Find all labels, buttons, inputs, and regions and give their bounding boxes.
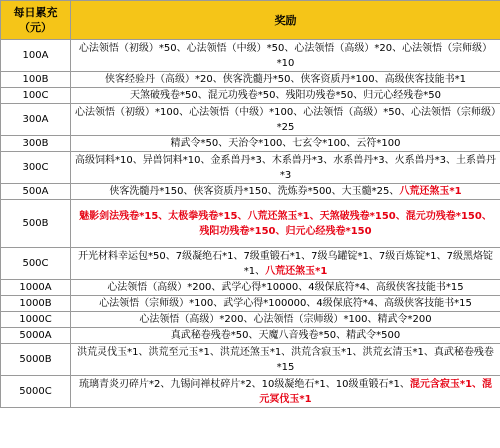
header-reward-label: 奖励 <box>71 1 500 40</box>
reward-text: 精武令*50、天治令*100、七玄令*100、云符*100 <box>170 138 401 149</box>
tier-cell: 5000C <box>1 376 71 408</box>
reward-text: 心法领悟（宗师级）*100、武学心得*100000、4级保底符*4、高级侠客技能书*15 <box>99 298 472 309</box>
table-row <box>1 136 500 152</box>
table-row <box>1 344 500 376</box>
reward-cell <box>71 328 500 344</box>
table-row <box>1 296 500 312</box>
tier-cell: 1000B <box>1 296 71 312</box>
table-row <box>1 280 500 296</box>
reward-text: 真武秘卷残卷*50、天魔八音残卷*50、精武令*500 <box>170 330 401 341</box>
table-row <box>1 248 500 280</box>
tier-cell: 100A <box>1 40 71 72</box>
header-tier-label: 每日累充 （元） <box>1 1 71 40</box>
reward-cell <box>71 376 500 408</box>
highlighted-reward-text: 八荒还煞玉*1 <box>399 186 462 197</box>
reward-cell <box>71 296 500 312</box>
tier-cell: 5000A <box>1 328 71 344</box>
table-body <box>1 40 500 408</box>
reward-text: 琉璃青炎刃碎片*2、九锡问禅杖碎片*2、10级凝绝石*1、10级重锻石*1、 <box>78 378 410 390</box>
tier-cell: 500B <box>1 200 71 248</box>
highlighted-reward-text: 混元含寂玉*1、混元冥伐玉*1 <box>259 378 493 405</box>
reward-text: 侠客洗髓丹*150、侠客资质丹*150、洗炼券*500、大玉髓*25、 <box>109 186 400 197</box>
table-row <box>1 72 500 88</box>
tier-cell: 300B <box>1 136 71 152</box>
reward-text: 天煞破残卷*50、混元功残卷*50、残阳功残卷*50、归元心经残卷*50 <box>130 90 441 101</box>
reward-cell <box>71 280 500 296</box>
table-row <box>1 184 500 200</box>
reward-cell <box>71 344 500 376</box>
table-row <box>1 152 500 184</box>
reward-cell <box>71 40 500 72</box>
tier-cell: 300C <box>1 152 71 184</box>
reward-cell <box>71 88 500 104</box>
reward-cell <box>71 184 500 200</box>
tier-cell: 1000A <box>1 280 71 296</box>
table-row <box>1 200 500 248</box>
highlighted-reward-text: 八荒还煞玉*1 <box>265 265 328 277</box>
tier-cell: 5000B <box>1 344 71 376</box>
highlighted-reward-text: 魅影剑法残卷*15、太极拳残卷*15、八荒还煞玉*1、天煞破残卷*150、混元功残卷*150、残阳功残卷*150、归元心经残卷*150 <box>79 210 492 237</box>
reward-text: 开光材料幸运包*50、7级凝绝石*1、7级重锻石*1、7级乌罐锭*1、7级百炼锭*1、7级黑烙锭*1、 <box>78 250 493 277</box>
table-row <box>1 88 500 104</box>
reward-cell <box>71 72 500 88</box>
reward-cell <box>71 200 500 248</box>
tier-cell: 1000C <box>1 312 71 328</box>
reward-text: 洪荒灵伐玉*1、洪荒至元玉*1、洪荒还煞玉*1、洪荒含寂玉*1、洪荒玄清玉*1、真武秘卷残卷*15 <box>77 346 494 373</box>
table-row <box>1 40 500 72</box>
table-row <box>1 376 500 408</box>
reward-text: 侠客经验丹（高级）*20、侠客洗髓丹*50、侠客资质丹*100、高级侠客技能书*1 <box>105 74 466 85</box>
reward-cell <box>71 152 500 184</box>
reward-text: 心法领悟（高级）*200、心法领悟（宗师级）*100、精武令*200 <box>139 314 432 325</box>
tier-cell: 500C <box>1 248 71 280</box>
table-row <box>1 312 500 328</box>
table-row <box>1 328 500 344</box>
table-row <box>1 104 500 136</box>
reward-cell <box>71 248 500 280</box>
table-header-row <box>1 1 500 40</box>
tier-cell: 300A <box>1 104 71 136</box>
reward-text: 心法领悟（初级）*50、心法领悟（中级）*50、心法领悟（高级）*20、心法领悟（宗师级）*10 <box>78 42 493 69</box>
reward-text: 高级饲料*10、异兽饲料*10、金系兽丹*3、木系兽丹*3、水系兽丹*3、火系兽丹*3、土系兽丹*3 <box>75 154 496 181</box>
reward-cell <box>71 136 500 152</box>
reward-cell <box>71 312 500 328</box>
reward-text: 心法领悟（高级）*200、武学心得*10000、4级保底符*4、高级侠客技能书*15 <box>107 282 464 293</box>
reward-cell <box>71 104 500 136</box>
tier-cell: 100C <box>1 88 71 104</box>
tier-cell: 100B <box>1 72 71 88</box>
reward-text: 心法领悟（初级）*100、心法领悟（中级）*100、心法领悟（高级）*50、心法领悟（宗师级）*25 <box>75 106 496 133</box>
tier-cell: 500A <box>1 184 71 200</box>
